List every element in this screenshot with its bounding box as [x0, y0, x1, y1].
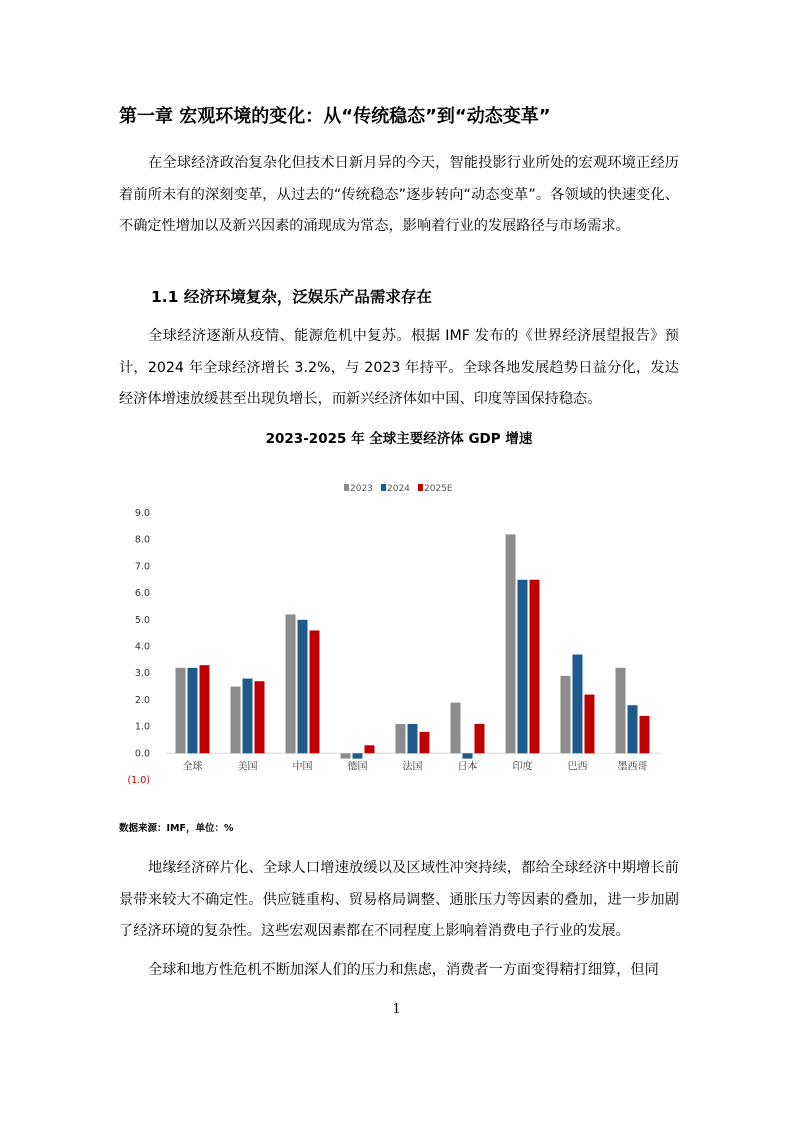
intro-paragraph: 在全球经济政治复杂化但技术日新月异的今天，智能投影行业所处的宏观环境正经历着前所未有的深刻变革，从过去的“传统稳态”逐步转向“动态变革”。各领域的快速变化、不确定性增加以及新兴因素的涌现成为常态，影响着行业的发展路径与市场需求。: [119, 155, 679, 234]
y-tick-label: 7.0: [134, 561, 150, 573]
bar: [298, 620, 308, 754]
bar: [420, 732, 430, 753]
section-heading: 1.1 经济环境复杂，泛娱乐产品需求存在: [151, 288, 432, 306]
bar: [475, 724, 485, 753]
bar: [353, 753, 363, 758]
legend-label: 2025E: [424, 484, 453, 494]
x-category-label: 全球: [182, 761, 203, 773]
bar: [188, 668, 198, 753]
bar: [286, 614, 296, 753]
bar-group: [176, 534, 650, 758]
x-axis: [183, 759, 648, 772]
bar: [573, 655, 583, 754]
chart-title: 2023-2025 年 全球主要经济体 GDP 增速: [265, 431, 533, 447]
x-category-label: 美国: [237, 761, 258, 773]
x-category-label: 日本: [457, 761, 478, 773]
x-category-label: 巴西: [567, 761, 588, 773]
bar: [616, 668, 626, 753]
bar: [463, 753, 473, 758]
section-paragraph-1: 全球经济逐渐从疫情、能源危机中复苏。根据 IMF 发布的《世界经济展望报告》预计，2024 年全球经济增长 3.2%，与 2023 年持平。全球各地发展趋势日益分化，发达经济体增速放缓甚至出现负增长，而新兴经济体如中国、印度等国保持稳态。: [119, 328, 679, 407]
y-tick-label: 8.0: [134, 534, 150, 546]
x-category-label: 印度: [512, 761, 533, 773]
bar: [396, 724, 406, 753]
x-category-label: 墨西哥: [617, 761, 648, 773]
legend-label: 2023: [350, 484, 373, 494]
bar: [561, 676, 571, 753]
bar: [530, 580, 540, 754]
bar: [640, 716, 650, 753]
bar: [341, 753, 351, 758]
x-category-label: 德国: [347, 761, 368, 773]
x-category-label: 中国: [292, 761, 313, 773]
bar: [451, 703, 461, 754]
y-tick-label: 6.0: [134, 588, 150, 600]
legend-swatch: [381, 484, 386, 491]
bar: [231, 687, 241, 754]
y-tick-label: 0.0: [134, 748, 150, 760]
section-paragraph-3: 全球和地方性危机不断加深人们的压力和焦虑，消费者一方面变得精打细算，但同: [148, 962, 659, 978]
legend-label: 2024: [387, 484, 410, 494]
legend-swatch: [344, 484, 349, 491]
y-tick-label: 2.0: [134, 694, 150, 706]
bar: [585, 695, 595, 754]
legend-swatch: [418, 484, 423, 491]
bar: [518, 580, 528, 754]
chapter-title: 第一章 宏观环境的变化：从“传统稳态”到“动态变革”: [119, 106, 551, 127]
bar: [243, 679, 253, 754]
bar: [628, 705, 638, 753]
bar: [176, 668, 186, 753]
y-tick-label: 4.0: [134, 641, 150, 653]
x-category-label: 法国: [402, 761, 423, 773]
bar: [310, 630, 320, 753]
chart-legend: [344, 484, 453, 494]
gdp-growth-chart: [115, 470, 675, 800]
bar: [200, 665, 210, 753]
y-tick-label: 3.0: [134, 668, 150, 680]
source-note: 数据来源：IMF，单位：%: [119, 823, 234, 834]
bar: [365, 745, 375, 753]
y-tick-label: 1.0: [134, 721, 150, 733]
bar: [408, 724, 418, 753]
page-number: 1: [392, 1002, 401, 1017]
section-paragraph-2: 地缘经济碎片化、全球人口增速放缓以及区域性冲突持续，都给全球经济中期增长前景带来较大不确定性。供应链重构、贸易格局调整、通胀压力等因素的叠加，进一步加剧了经济环境的复杂性。这些宏观因素都在不同程度上影响着消费电子行业的发展。: [119, 860, 679, 939]
bar: [255, 681, 265, 753]
y-tick-label: (1.0): [127, 775, 150, 786]
y-tick-label: 9.0: [134, 508, 150, 519]
y-axis: [127, 508, 150, 786]
bar: [506, 534, 516, 753]
y-tick-label: 5.0: [134, 614, 150, 626]
